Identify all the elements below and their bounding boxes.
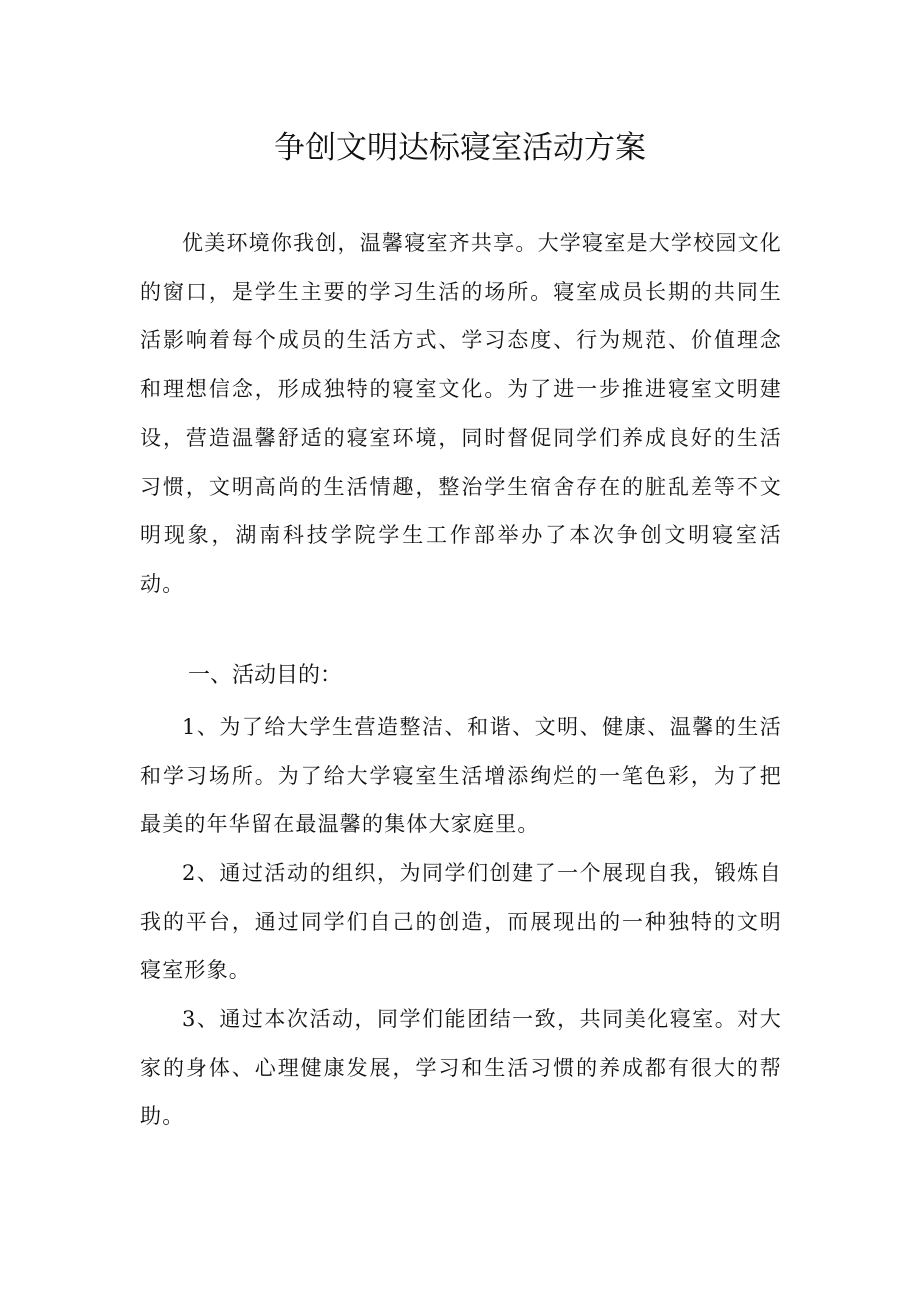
document-title: 争创文明达标寝室活动方案: [274, 130, 646, 166]
intro-paragraph: 优美环境你我创，温馨寝室齐共享。大学寝室是大学校园文化的窗口，是学生主要的学习生活的场所。寝室成员长期的共同生活影响着每个成员的生活方式、学习态度、行为规范、价值理念和理想信念，形成独特的寝室文化。为了进一步推进寝室文明建设，营造温馨舒适的寝室环境，同时督促同学们养成良好的生活习惯，文明高尚的生活情趣，整治学生宿舍存在的脏乱差等不文明现象，湖南科技学院学生工作部举办了本次争创文明寝室活动。: [140, 231, 782, 596]
section-heading: 一、活动目的：: [188, 663, 343, 688]
purpose-paragraph-1: 1、为了给大学生营造整洁、和谐、文明、健康、温馨的生活和学习场所。为了给大学寝室生活增添绚烂的一笔色彩，为了把最美的年华留在最温馨的集体大家庭里。: [140, 715, 782, 837]
purpose-paragraph-3: 3、通过本次活动，同学们能团结一致，共同美化寝室。对大家的身体、心理健康发展，学习和生活习惯的养成都有很大的帮助。: [140, 1007, 782, 1129]
purpose-paragraph-2: 2、通过活动的组织，为同学们创建了一个展现自我，锻炼自我的平台，通过同学们自己的创造，而展现出的一种独特的文明寝室形象。: [140, 861, 782, 983]
